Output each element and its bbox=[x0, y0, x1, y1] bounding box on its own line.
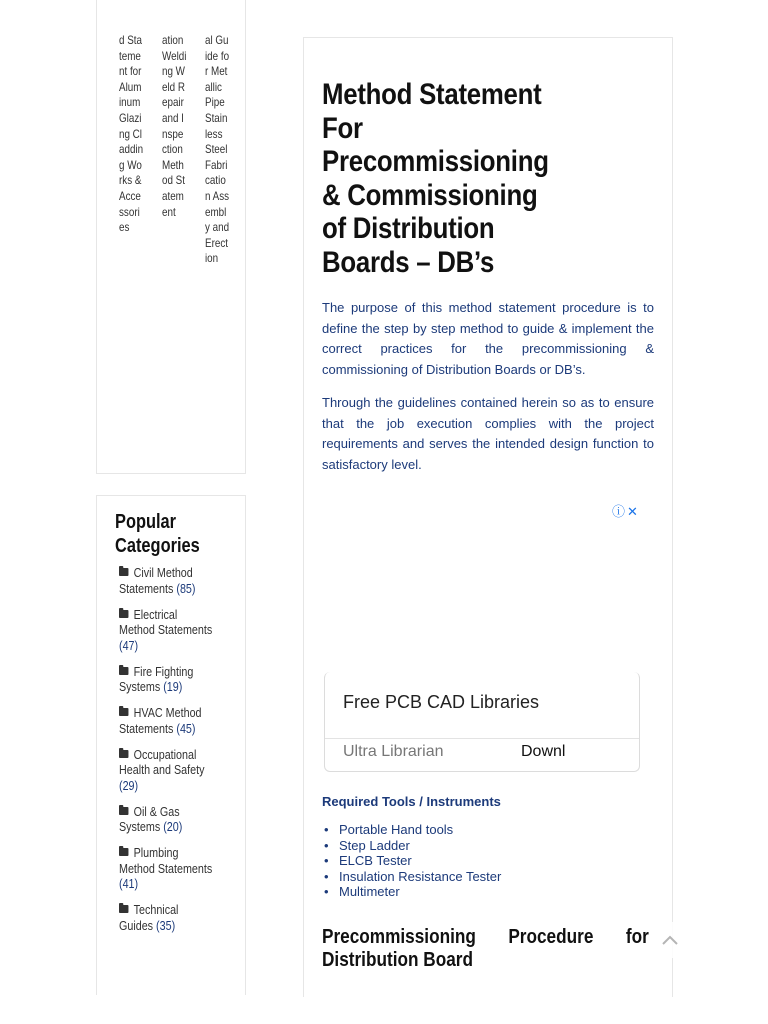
article-title: Method Statement For Precommissioning & Commissioning of Distribution Boards – DB’s bbox=[322, 78, 549, 279]
advertisement[interactable] bbox=[324, 672, 640, 772]
category-item[interactable] bbox=[119, 706, 215, 737]
folder-icon bbox=[119, 848, 128, 856]
category-item[interactable] bbox=[119, 608, 215, 655]
procedure-heading-word: for bbox=[625, 926, 649, 948]
list-item: • ELCB Tester bbox=[322, 853, 652, 869]
category-count: (85) bbox=[176, 581, 196, 596]
procedure-heading-line2: Distribution Board bbox=[322, 949, 473, 971]
related-post-link[interactable]: d Statement for Aluminum Glazing Cladding Works & Accessories bbox=[119, 33, 144, 235]
category-count: (35) bbox=[156, 918, 176, 933]
category-count: (41) bbox=[119, 877, 139, 891]
popular-categories-card bbox=[96, 495, 246, 995]
close-icon[interactable]: ✕ bbox=[627, 505, 638, 520]
ad-controls bbox=[610, 501, 638, 520]
category-item[interactable] bbox=[119, 805, 215, 836]
category-count: (20) bbox=[163, 820, 183, 834]
ad-divider bbox=[325, 738, 639, 739]
category-label[interactable]: Electrical Method Statements bbox=[119, 607, 213, 637]
category-item[interactable] bbox=[119, 903, 215, 934]
article-card bbox=[303, 37, 673, 997]
category-count: (19) bbox=[163, 680, 183, 694]
category-count: (29) bbox=[119, 778, 139, 793]
list-item: • Multimeter bbox=[322, 884, 652, 900]
category-count: (47) bbox=[119, 638, 139, 653]
folder-icon bbox=[119, 807, 128, 815]
category-item[interactable] bbox=[119, 846, 215, 893]
category-count: (45) bbox=[176, 721, 196, 736]
folder-icon bbox=[119, 708, 128, 716]
category-label[interactable]: Fire Fighting Systems bbox=[119, 664, 194, 694]
ad-title[interactable]: Free PCB CAD Libraries bbox=[343, 692, 540, 712]
folder-icon bbox=[119, 750, 128, 758]
list-item: • Step Ladder bbox=[322, 838, 652, 854]
procedure-heading-word: Precommissioning bbox=[322, 926, 476, 948]
category-label[interactable]: Civil Method Statements bbox=[119, 566, 193, 596]
category-label[interactable]: Occupational Health and Safety bbox=[119, 747, 205, 777]
category-item[interactable] bbox=[119, 566, 215, 597]
category-label[interactable]: Oil & Gas Systems bbox=[119, 804, 180, 834]
scope-paragraph: Through the guidelines contained herein so as to ensure that the job execution complies with the project requirements and serves the intended design function to satisfactory level. bbox=[322, 395, 654, 472]
category-item[interactable] bbox=[119, 748, 215, 795]
scroll-to-top-button[interactable] bbox=[652, 922, 688, 958]
related-posts-card bbox=[96, 0, 246, 474]
category-label[interactable]: HVAC Method Statements bbox=[119, 706, 202, 736]
tools-heading: Required Tools / Instruments bbox=[322, 794, 501, 809]
category-label[interactable]: Plumbing Method Statements bbox=[119, 846, 213, 876]
ad-brand: Ultra Librarian bbox=[343, 743, 444, 760]
folder-icon bbox=[119, 667, 128, 675]
info-icon[interactable]: ⓘ bbox=[612, 505, 626, 520]
related-post-link[interactable]: al Guide for Metallic Pipe Stainless Steel Fabrication Assembly and Erection bbox=[205, 33, 230, 266]
ad-download-button[interactable]: Downl bbox=[521, 743, 566, 760]
list-item: • Insulation Resistance Tester bbox=[322, 869, 652, 885]
category-list bbox=[119, 566, 245, 945]
tools-list bbox=[322, 822, 652, 900]
intro-paragraph: The purpose of this method statement procedure is to define the step by step method to guide & implement the correct practices for the precommissioning & commissioning of Distribution Boards or DB’s. bbox=[322, 300, 654, 377]
procedure-heading-word: Procedure bbox=[508, 926, 594, 948]
related-post-link[interactable]: ation Welding Weld Repair and Inspection Method Statement bbox=[162, 33, 187, 219]
category-item[interactable] bbox=[119, 665, 215, 696]
category-label[interactable]: Technical Guides bbox=[119, 903, 179, 933]
folder-icon bbox=[119, 568, 128, 576]
folder-icon bbox=[119, 610, 128, 618]
folder-icon bbox=[119, 905, 128, 913]
popular-categories-title: Popular Categories bbox=[115, 511, 200, 557]
procedure-heading bbox=[322, 926, 649, 972]
list-item: • Portable Hand tools bbox=[322, 822, 652, 838]
chevron-up-icon bbox=[661, 934, 679, 946]
